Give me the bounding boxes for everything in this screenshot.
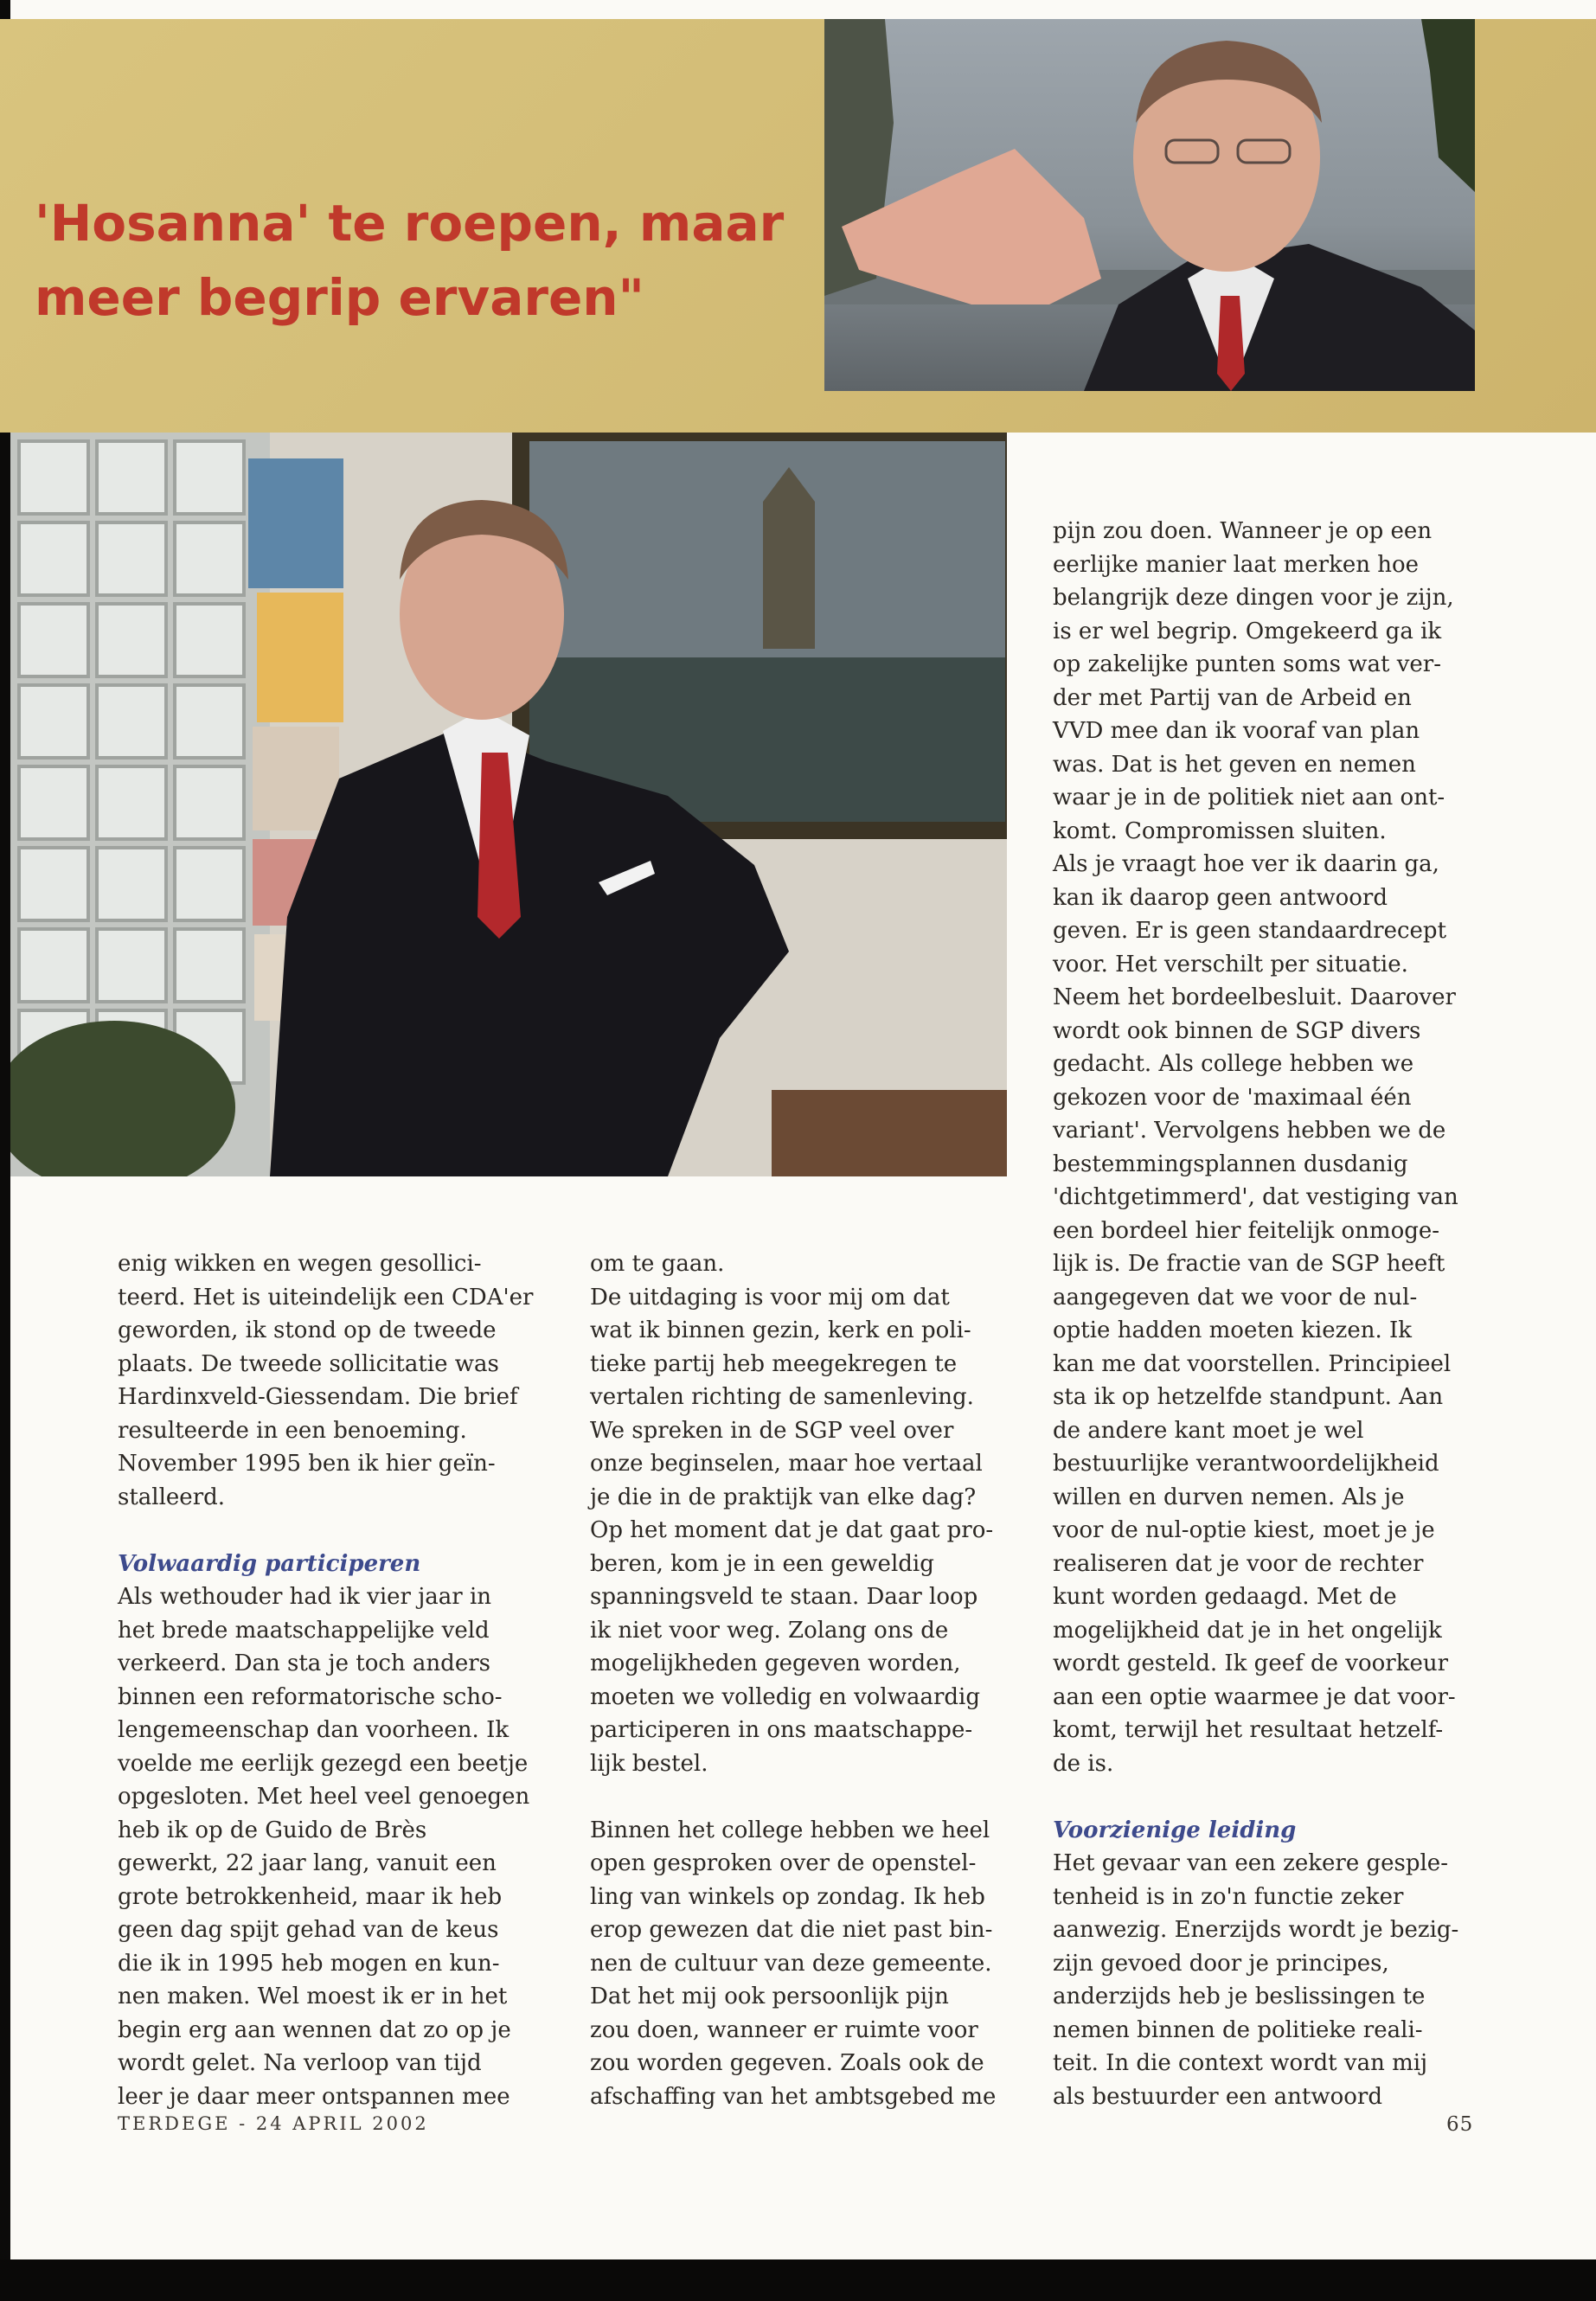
- subheading-voorzienige-leiding: Voorzienige leiding: [1053, 1817, 1297, 1843]
- column1-intro: enig wikken en wegen gesollici- teerd. Het is uiteindelijk een CDA'er geworden, ik stond op de tweede plaats. De tweede sollicitatie was Hardinxveld-Giessendam. Die brief resulteerde in een benoeming. November 1995 ben ik hier geïn- stalleerd.: [118, 1251, 534, 1510]
- page-number: 65: [1446, 2113, 1474, 2136]
- footer-publication: TERDEGE - 24 APRIL 2002: [118, 2113, 429, 2134]
- article-headline: [35, 186, 813, 335]
- text-column-3: [1053, 515, 1537, 2113]
- column3-paragraph-1: pijn zou doen. Wanneer je op een eerlijke manier laat merken hoe belangrijk deze dingen voor je zijn, is er wel begrip. Omgekeerd ga ik op zakelijke punten soms wat ver- der met Partij van de Arbeid en VVD mee dan ik vooraf van plan was. Dat is het geven en nemen waar je in de politiek niet aan ont- komt. Compromissen sluiten. Als je vraagt hoe ver ik daarin ga, kan ik daarop geen antwoord geven. Er is geen standaardrecept voor. Het verschilt per situatie. Neem het bordeelbesluit. Daarover wordt ook binnen de SGP divers gedacht. Als college hebben we gekozen voor de 'maximaal één variant'. Vervolgens hebben we de bestemmingsplannen dusdanig 'dichtgetimmerd', dat vestiging van een bordeel hier feitelijk onmoge- lijk is. De fractie van de SGP heeft aangegeven dat we voor de nul- optie hadden moeten kiezen. Ik kan me dat voorstellen. Principieel sta ik op hetzelfde standpunt. Aan de andere kant moet je wel bestuurlijke verantwoordelijkheid willen en durven nemen. Als je voor de nul-optie kiest, moet je je realiseren dat je voor de rechter kunt worden gedaagd. Met de mogelijkheid dat je in het ongelijk wordt gesteld. Ik geef de voorkeur aan een optie waarmee je dat voor- komt, terwijl het resultaat hetzelf- de is.: [1053, 518, 1458, 1777]
- column3-paragraph-2: Het gevaar van een zekere gesple- tenheid is in zo'n functie zeker aanwezig. Enerzijds wordt je bezig- zijn gevoed door je principes, anderzijds heb je beslissingen te nemen binnen de politieke reali- teit. In die context wordt van mij als bestuurder een antwoord: [1053, 1850, 1459, 2110]
- subheading-volwaardig-participeren: Volwaardig participeren: [118, 1550, 421, 1577]
- header-photo: [824, 19, 1475, 391]
- headline-line-2: meer begrip ervaren": [35, 268, 644, 327]
- text-column-1: [118, 1247, 567, 2113]
- main-photo: [10, 433, 1007, 1176]
- text-column-2: [590, 1247, 1040, 2113]
- column2-paragraph-2: Binnen het college hebben we heel open gesproken over de openstel- ling van winkels op zondag. Ik heb erop gewezen dat die niet past bin- nen de cultuur van deze gemeente. Dat het mij ook persoonlijk pijn zou doen, wanneer er ruimte voor zou worden gegeven. Zoals ook de afschaffing van het ambtsgebed me: [590, 1817, 997, 2110]
- column2-paragraph-1: om te gaan. De uitdaging is voor mij om dat wat ik binnen gezin, kerk en poli- tieke partij heb meegekregen te vertalen richting de samenleving. We spreken in de SGP veel over onze beginselen, maar hoe vertaal je die in de praktijk van elke dag? Op het moment dat je dat gaat pro- beren, kom je in een geweldig spanningsveld te staan. Daar loop ik niet voor weg. Zolang ons de mogelijkheden gegeven worden, moeten we volledig en volwaardig participeren in ons maatschappe- lijk bestel.: [590, 1251, 994, 1777]
- column1-body: Als wethouder had ik vier jaar in het brede maatschappelijke veld verkeerd. Dan sta je toch anders binnen een reformatorische scho- lengemeenschap dan voorheen. Ik voelde me eerlijk gezegd een beetje opgesloten. Met heel veel genoegen heb ik op de Guido de Brès gewerkt, 22 jaar lang, vanuit een grote betrokkenheid, maar ik heb geen dag spijt gehad van de keus die ik in 1995 heb mogen en kun- nen maken. Wel moest ik er in het begin erg aan wennen dat zo op je wordt gelet. Na verloop van tijd leer je daar meer ontspannen mee: [118, 1584, 530, 2110]
- scan-edge-bottom: [0, 2259, 1596, 2301]
- headline-line-1: 'Hosanna' te roepen, maar: [35, 194, 785, 253]
